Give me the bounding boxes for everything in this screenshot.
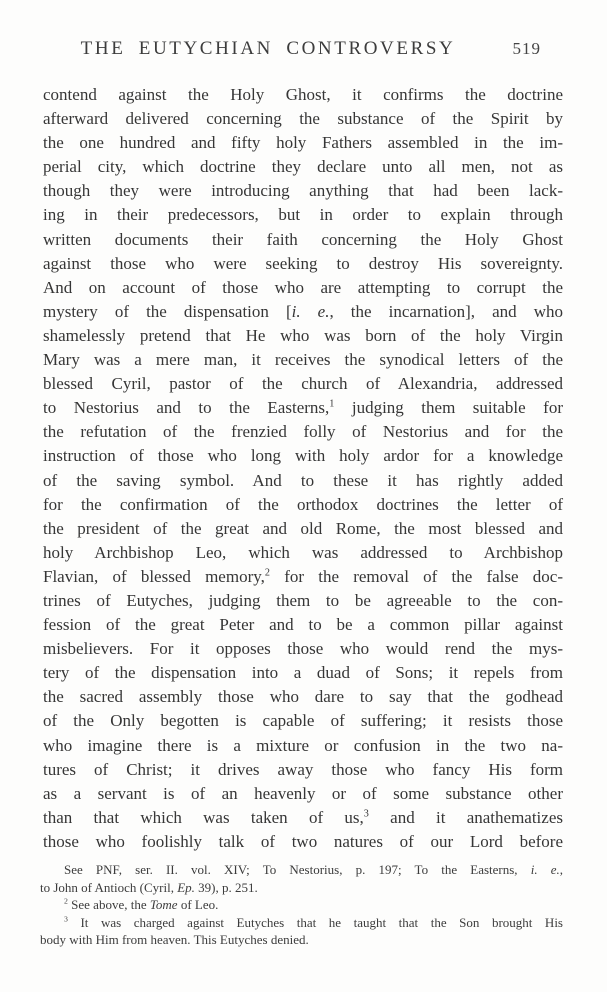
text-line: fession of the great Peter and to be a common pillar against (43, 615, 563, 635)
footnote-section (40, 861, 563, 949)
text-line: ing in their predecessors, but in order to explain through (43, 205, 563, 225)
text-line: those who foolishly talk of two natures of our Lord before (43, 831, 563, 851)
text-line: mystery of the dispensation [i. e., the incarnation], and who (43, 301, 563, 321)
text-line: who imagine there is a mixture or confusion in the two na- (43, 735, 563, 755)
text-line: as a servant is of an heavenly or of some substance other (43, 783, 563, 803)
text-line: the refutation of the frenzied folly of Nestorius and for the (43, 422, 563, 442)
page-number: 519 (512, 39, 541, 58)
text-line: See PNF, ser. II. vol. XIV; To Nestorius, p. 197; To the Easterns, i. e., (64, 862, 564, 877)
text-line: $^3$ It was charged against Eutyches that he taught that the Son brought His (64, 914, 563, 930)
text-line: Mary was a mere man, it receives the synodical letters of the (43, 350, 563, 370)
running-header (43, 38, 563, 64)
text-line: trines of Eutyches, judging them to be agreeable to the con- (43, 590, 563, 610)
text-line: of the Only begotten is capable of suffering; it resists those (43, 711, 563, 731)
text-line: written documents their faith concerning the Holy Ghost (43, 229, 563, 249)
text-line: shamelessly pretend that He who was born of the holy Virgin (43, 325, 563, 345)
text-line: to John of Antioch (Cyril, Ep. 39), p. 251. (40, 879, 258, 895)
text-line: against those who were seeking to destroy His sovereignty. (43, 253, 563, 273)
text-line: instruction of those who long with holy ardor for a knowledge (43, 446, 563, 466)
text-line: to Nestorius and to the Easterns,$^1$ judging them suitable for (43, 398, 563, 418)
text-line: the one hundred and fifty holy Fathers assembled in the im- (43, 133, 563, 153)
text-line: blessed Cyril, pastor of the church of Alexandria, addressed (43, 374, 563, 394)
text-line: And on account of those who are attempting to corrupt the (43, 277, 563, 297)
text-line: perial city, which doctrine they declare unto all men, not as (43, 157, 563, 177)
text-line: the sacred assembly those who dare to say that the godhead (43, 687, 563, 707)
body-text (43, 83, 563, 854)
text-line: Flavian, of blessed memory,$^2$ for the removal of the false doc- (43, 566, 563, 586)
text-line: for the confirmation of the orthodox doctrines the letter of (43, 494, 563, 514)
text-line: tures of Christ; it drives away those who fancy His form (43, 759, 563, 779)
text-line: misbelievers. For it opposes those who would rend the mys- (43, 639, 563, 659)
text-line: contend against the Holy Ghost, it confirms the doctrine (43, 85, 563, 104)
page-title: THE EUTYCHIAN CONTROVERSY (80, 38, 456, 59)
text-line: afterward delivered concerning the substance of the Spirit by (43, 109, 563, 129)
text-line: the president of the great and old Rome, the most blessed and (43, 518, 563, 538)
text-line: body with Him from heaven. This Eutyches denied. (40, 932, 309, 948)
text-line: though they were introducing anything that had been lack- (43, 181, 563, 201)
text-line: tery of the dispensation into a duad of Sons; it repels from (43, 663, 563, 683)
text-line: $^2$ See above, the Tome of Leo. (64, 896, 219, 913)
text-line: of the saving symbol. And to these it has rightly added (43, 470, 563, 490)
text-line: holy Archbishop Leo, which was addressed to Archbishop (43, 542, 563, 562)
text-line: than that which was taken of us,$^3$ and it anathematizes (43, 807, 563, 827)
